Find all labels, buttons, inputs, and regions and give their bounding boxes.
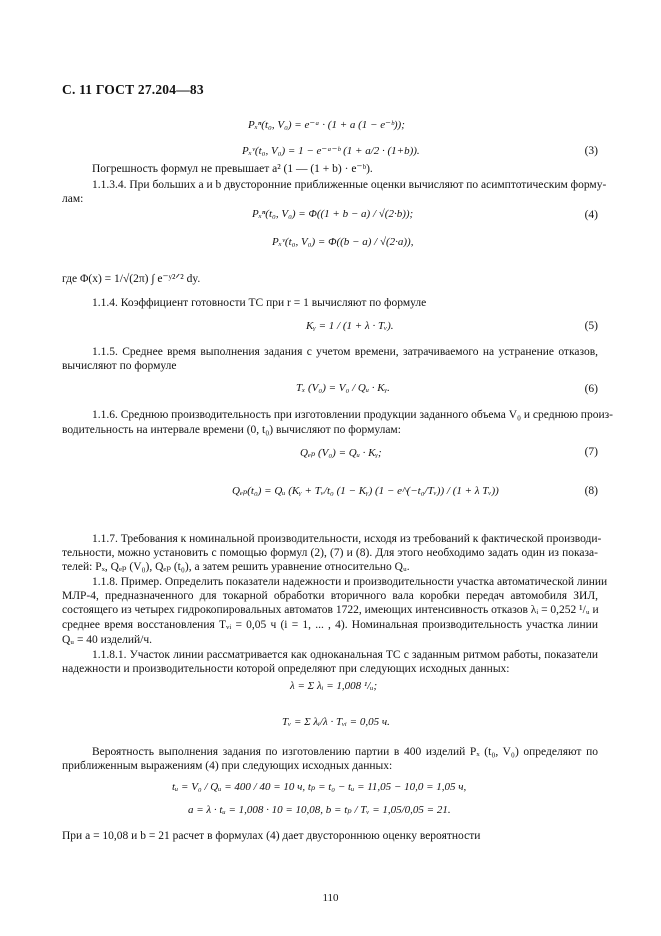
- para-116-line2: водительность на интервале времени (0, t₀) вычисляют по формулам:: [62, 424, 401, 436]
- formula-6: Tₓ (V₀) = V₀ / Qᵤ · Kᵧ.: [296, 382, 390, 394]
- para-1181-line2: надежности и производительности которой определяют при следующих исходных данных:: [62, 663, 510, 675]
- para-115-line1: 1.1.5. Среднее время выполнения задания с учетом времени, затрачиваемого на устранение отказов,: [92, 346, 598, 358]
- para-114: 1.1.4. Коэффициент готовности ТС при r = 1 вычисляют по формуле: [92, 297, 427, 309]
- para-1134-line1: 1.1.3.4. При больших a и b двусторонние приближенные оценки вычисляют по асимптотическим форму-: [92, 179, 607, 191]
- para-116-line1: 1.1.6. Среднюю производительность при изготовлении продукции заданного объема V₀ и среднюю произ-: [92, 409, 613, 421]
- formula-pv-small: Pₓᵛ(t₀, V₀) = 1 − e⁻ᵃ⁻ᵇ (1 + a/2 · (1+b)).: [242, 145, 420, 157]
- final-paragraph: При a = 10,08 и b = 21 расчет в формулах (4) дает двустороннюю оценку вероятности: [62, 830, 481, 842]
- page-header: С. 11 ГОСТ 27.204—83: [62, 82, 204, 97]
- equation-number-8: (8): [584, 485, 598, 497]
- equation-number-7: (7): [584, 446, 598, 458]
- para-118-line5: Qᵤ = 40 изделий/ч.: [62, 634, 153, 646]
- para-1134-line2: лам:: [62, 193, 84, 205]
- para-probability-line2: приближенным выражениям (4) при следующих исходных данных:: [62, 760, 393, 772]
- para-118-line1: 1.1.8. Пример. Определить показатели надежности и производительности участка автоматической линии: [92, 576, 608, 588]
- formula-tv-sum: Tᵥ = Σ λᵢ/λ · Tᵥᵢ = 0,05 ч.: [282, 716, 390, 728]
- formula-5: Kᵧ = 1 / (1 + λ · Tᵥ).: [306, 320, 394, 332]
- para-118-line4: среднее время восстановления Tᵥᵢ = 0,05 ч (i = 1, ... , 4). Номинальная производительность участка линии: [62, 619, 598, 631]
- para-probability-line1: Вероятность выполнения задания по изготовлению партии в 400 изделий Pₓ (t₀, V₀) определяют по: [92, 746, 598, 758]
- calc-line-2: a = λ · tᵤ = 1,008 · 10 = 10,08, b = tₚ / Tᵥ = 1,05/0,05 = 21.: [188, 804, 451, 816]
- para-117-line1: 1.1.7. Требования к номинальной производительности, исходя из требований к фактической производи-: [92, 533, 602, 545]
- equation-number-5: (5): [584, 320, 598, 332]
- formula-4a: Pₓⁿ(t₀, V₀) = Φ((1 + b − a) / √(2·b));: [252, 208, 414, 220]
- formula-7: Qₑₚ (V₀) = Qᵤ · Kᵧ;: [300, 447, 382, 459]
- para-1181-line1: 1.1.8.1. Участок линии рассматривается как одноканальная ТС с заданным ритмом работы, показатели: [92, 649, 598, 661]
- formula-4b: Pₓᵛ(t₀, V₀) = Φ((b − a) / √(2·a)),: [272, 236, 414, 248]
- para-115-line2: вычисляют по формуле: [62, 360, 177, 372]
- phi-definition: где Φ(x) = 1/√(2π) ∫ e⁻ʸ²ᐟ² dy.: [62, 273, 201, 285]
- para-118-line3: состоящего из четырех гидрокопировальных автоматов 1722, имеющих интенсивность отказов λᵢ = 0,252 ¹/ᵤ и: [62, 604, 599, 616]
- para-117-line2: тельности, можно установить с помощью формул (2), (7) и (8). Для этого необходимо задать один из показа-: [62, 547, 598, 559]
- formula-8: Qₑₚ(t₀) = Qᵤ (Kᵧ + Tᵥ/t₀ (1 − Kᵧ) (1 − e^(−t₀/Tᵥ)) / (1 + λ Tᵥ)): [232, 485, 499, 497]
- formula-pn-small: Pₓⁿ(t₀, V₀) = e⁻ᵃ · (1 + a (1 − e⁻ᵇ));: [248, 119, 405, 131]
- para-118-line2: МЛР-4, предназначенного для токарной обработки вторичного вала коробки передач автомобиля ЗИЛ,: [62, 590, 598, 602]
- page-number: 110: [322, 892, 339, 904]
- equation-number-6: (6): [584, 383, 598, 395]
- para-117-line3: телей: Pₓ, Qₑₚ (V₀), Qₑₚ (t₀), а затем решить уравнение относительно Qᵤ.: [62, 561, 410, 573]
- equation-number-3: (3): [584, 145, 598, 157]
- equation-number-4: (4): [584, 209, 598, 221]
- error-estimate-text: Погрешность формул не превышает a² (1 — (1 + b) · e⁻ᵇ).: [92, 163, 373, 175]
- formula-lambda-sum: λ = Σ λᵢ = 1,008 ¹/ᵤ;: [290, 680, 378, 692]
- calc-line-1: tᵤ = V₀ / Qᵤ = 400 / 40 = 10 ч, tₚ = t₀ − tᵤ = 11,05 − 10,0 = 1,05 ч,: [172, 781, 467, 793]
